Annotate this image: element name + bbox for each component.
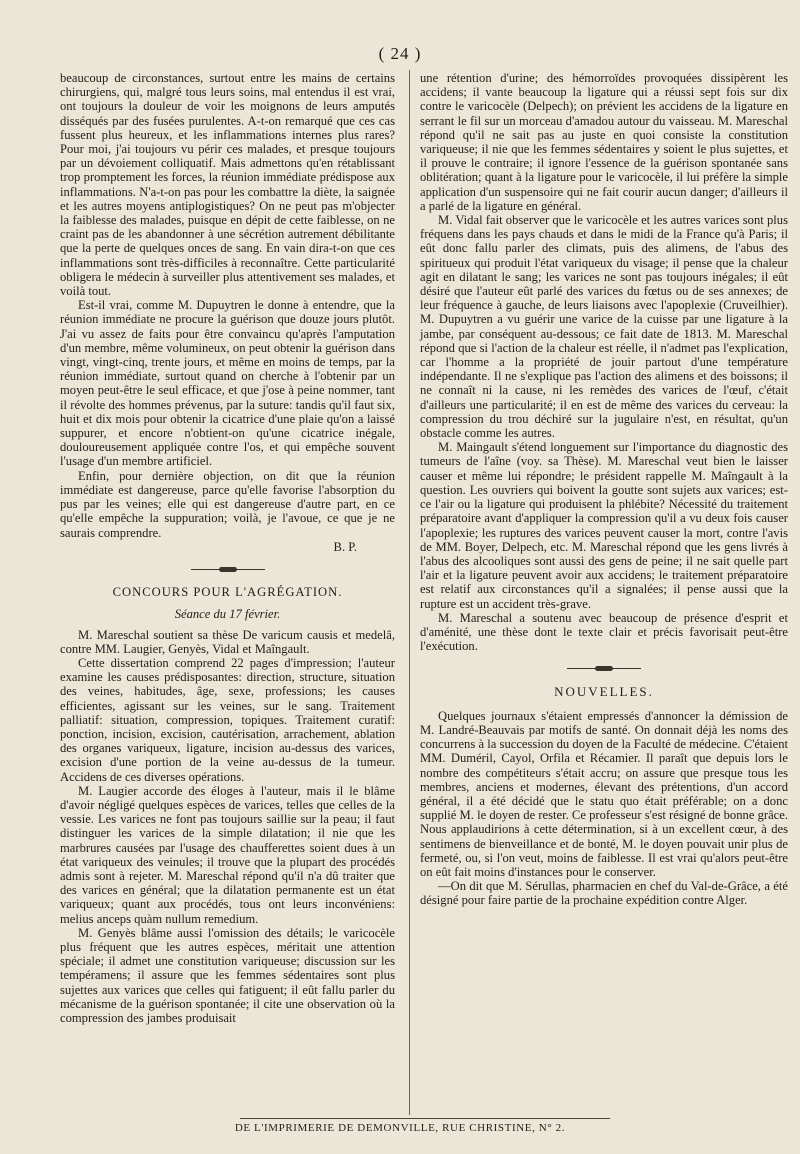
paragraph: Est-il vrai, comme M. Dupuytren le donne à entendre, que la réunion immédiate ne procure la guérison que douze jours plutôt. J'ai vu assez de faits pour être convaincu qu'après l'amputation d'un membre, même volumineux, on peut obtenir la guérison dans vingt, vingt-cinq, trente jours, et même en moins de temps, par la réunion immédiate, surtout quand on cherche à l'obtenir par un moyen peut-être le seul efficace, et que j'ose à peine nommer, tant il révolte des hommes prévenus, par la suture: tandis qu'il faut six, huit et dix mois pour obtenir la cicatrice d'une plaie qu'on a laissé suppurer, et encore n'obtient-on qu'une cicatrice inégale, douloureusement appliquée contre l'os, et qui empêche souvent l'usage d'un membre artificiel. [60,298,395,469]
paragraph: —On dit que M. Sérullas, pharmacien en chef du Val-de-Grâce, a été désigné pour faire partie de la prochaine expédition contre Alger. [420,879,788,908]
signature: B. P. [333,539,357,554]
paragraph: M. Mareschal soutient sa thèse De varicum causis et medelâ, contre MM. Laugier, Genyès, Vidal et Maîngault. [60,627,395,656]
paragraph: M. Maingault s'étend longuement sur l'importance du diagnostic des tumeurs de l'aîne (voy. sa Thèse). M. Mareschal veut bien le laisser causer et même lui répondre; le président rappelle M. Maîngault à la question. Les ouvriers qui boivent la goutte sont sujets aux varices; est-ce l'air ou la ligature qui produisent la phlébite? Nécessité du traitement préparatoire avant d'appliquer la compression qu'il a vu deux fois causer l'apoplexie; les ruptures des varices peuvent causer la mort, contre l'avis de MM. Boyer, Delpech, etc. M. Mareschal répond que les gens livrés à l'abus des alcooliques sont aussi des gens de peine; il ne sait quelle part l'air et la ligature peuvent avoir aux accidens; le traitement préparatoire est relatif aux circonstances qu'il a signalées; il pense aussi que la rupture est un accident très-grave. [420,440,788,611]
imprint-rule [240,1118,610,1119]
paragraph: M. Mareschal a soutenu avec beaucoup de présence d'esprit et d'aménité, une thèse dont le texte clair et précis favorisait peut-être l'exécution. [420,610,788,654]
news-title: NOUVELLES. [554,683,654,699]
paragraph: une rétention d'urine; des hémorroïdes provoquées dissipèrent les accidens; il vante beaucoup la ligature qui a réussi sept fois sur dix contre le varicocèle (Delpech); on prévient les accidens de la ligature en serrant le fil sur un morceau d'amadou autour du vaisseau. M. Mareschal répond qu'il ne sait pas au juste en quoi consiste la constitution variqueuse; il nie que les femmes sédentaires y soient le plus sujettes, et il prouve le contraire; il ignore l'essence de la guérison spontanée sans oblitération; quant à la ligature pour le varicocèle, il lui préfère la simple application d'un suspensoire qui ne fait courir aucun danger; d'ailleurs il a parlé de la ligature en général. [420,71,788,213]
paragraph: Cette dissertation comprend 22 pages d'impression; l'auteur examine les causes prédisposantes: direction, structure, situation des veines, habitudes, âge, sexe, professions; les causes efficientes, agissant sur les veines, sur le sang. Traitement palliatif: situation, compression, topiques. Traitement curatif: ponction, incision, excision, cautérisation, arrachement, ablation des organes variqueux, ligature, incision au-dessus des varices, excision d'une portion de la veine au-dessus de la tumeur. Accidens de ces diverses opérations. [60,655,395,784]
session-date: Séance du 17 février. [174,607,281,622]
section-title: CONCOURS POUR L'AGRÉGATION. [112,585,343,600]
imprint-line: DE L'IMPRIMERIE DE DEMONVILLE, RUE CHRISTINE, N° 2. [234,1122,566,1134]
paragraph: M. Genyès blâme aussi l'omission des détails; le varicocèle plus fréquent que les autres espèces, méritait une attention spéciale; il admet une constitution variqueuse; discussion sur les tempéramens; il assure que les femmes sédentaires sont plus sujettes aux varices que celles qui fatiguent; il eût fallu parler du mécanisme de la guérison spontanée; il cite une observation où la compression des jambes produisait [60,925,395,1025]
paragraph: beaucoup de circonstances, surtout entre les mains de certains chirurgiens, qui, malgré tous leurs soins, mal entendus il est vrai, ont toujours la douleur de voir les moignons de leurs amputés disséqués par des fusées purulentes. A-t-on remarqué que ces cas fussent plus heureux, et les inflammations internes plus rares? Pour moi, j'ai toujours vu périr ces malades, et presque toujours par un dévoiement colliquatif. Mais admettons qu'en rétablissant trop promptement les forces, la réunion immédiate prédispose aux inflammations. N'a-t-on pas pour les combattre la diète, la saignée et les autres moyens antiplogistiques? On ne peut pas m'objecter la faiblesse des malades, puisque en dépit de cette faiblesse, on ne craint pas de les abandonner à une sécrétion autrement débilitante que la perte de quelques onces de sang. En vain dira-t-on que ces inflammations sont très-difficiles à reconnaître. Cette particularité obligera le médecin à surveiller plus attentivement ses malades, et voilà tout. [60,71,395,299]
paragraph: M. Vidal fait observer que le varicocèle et les autres varices sont plus fréquens dans les pays chauds et dans le midi de la France qu'à Paris; il eût donc fallu parler des climats, puis des alimens, de l'abus des spiritueux qui produit l'état variqueux du visage; il pense que la chaleur agit en dilatant le sang; les varices ne sont pas toujours inégales; il eût désiré que l'auteur eût parlé des varices du fœtus ou de ses annexes; de leur fréquence à gauche, de leurs liaisons avec l'apoplexie (Cruveilhier). M. Dupuytren a vu guérir une varice de la cuisse par une ligature à la jambe, par conséquent au-dessous; ce fait date de 1813. M. Mareschal répond que si l'action de la chaleur est réelle, il n'admet pas l'explication, car l'homme a la propriété de jouir partout d'une température indépendante. Il ne s'explique pas l'action des alimens et des boissons; il ne connaît ni la cause, ni les remèdes des varices de l'œuf, c'était d'ailleurs une particularité; il en est de même des varices du cerveau: la compression du trou déchiré sur la jugulaire n'est, en résultat, qu'un obstacle comme les autres. [420,213,788,441]
ornament-divider [60,563,395,577]
column-rule [409,70,410,1115]
right-column [420,71,788,908]
left-column [60,71,395,1025]
paragraph: Quelques journaux s'étaient empressés d'annoncer la démission de M. Landré-Beauvais par motifs de santé. On donnait déjà les noms des concurrens à la succession du doyen de la Faculté de médecine. C'étaient MM. Duméril, Cayol, Orfila et Récamier. Il paraît que depuis lors le nombre des compétiteurs s'était accru; on assure que presque tous les membres, anciens et modernes, élevant des prétentions, d'un accord général, il a été décidé que le statu quo était préférable; on a donc supplié M. le doyen de rester. Ce professeur s'est résigné de bonne grâce. Nous applaudirions à cette détermination, si à un excellent cœur, à des sentimens de bienveillance et de bonté, M. le doyen pouvait unir plus de fermeté, ou, si l'on veut, moins de faiblesse. Il est vrai qu'alors peut-être on eût fait moins d'instances pour le conserver. [420,708,788,879]
ornament-divider [420,662,788,676]
paragraph: Enfin, pour dernière objection, on dit que la réunion immédiate est dangereuse, parce qu'elle favorise l'absorption du pus par les veines; elle qui est dangereuse d'autre part, en ce qu'elle empêche la suppuration; voilà, je l'avoue, ce que je ne saurais comprendre. [60,468,395,540]
paragraph: M. Laugier accorde des éloges à l'auteur, mais il le blâme d'avoir négligé quelques espèces de varices, telles que celles de la vessie. Les varices ne font pas toujours saillie sur la peau; il faut distinguer les varices de la simple dilatation; il nie que les marbrures causées par l'usage des chaufferettes soient dues à un état variqueux des veinules; il trouve que la plupart des procédés admis sont à rejeter. M. Mareschal répond qu'il n'a dû traiter que des varices en général; que la dilatation permanente est un état variqueux; quant aux procédés, tous ont leurs inconvéniens: melius anceps quàm nullum remedium. [60,783,395,926]
page-number: ( 24 ) [378,44,422,63]
